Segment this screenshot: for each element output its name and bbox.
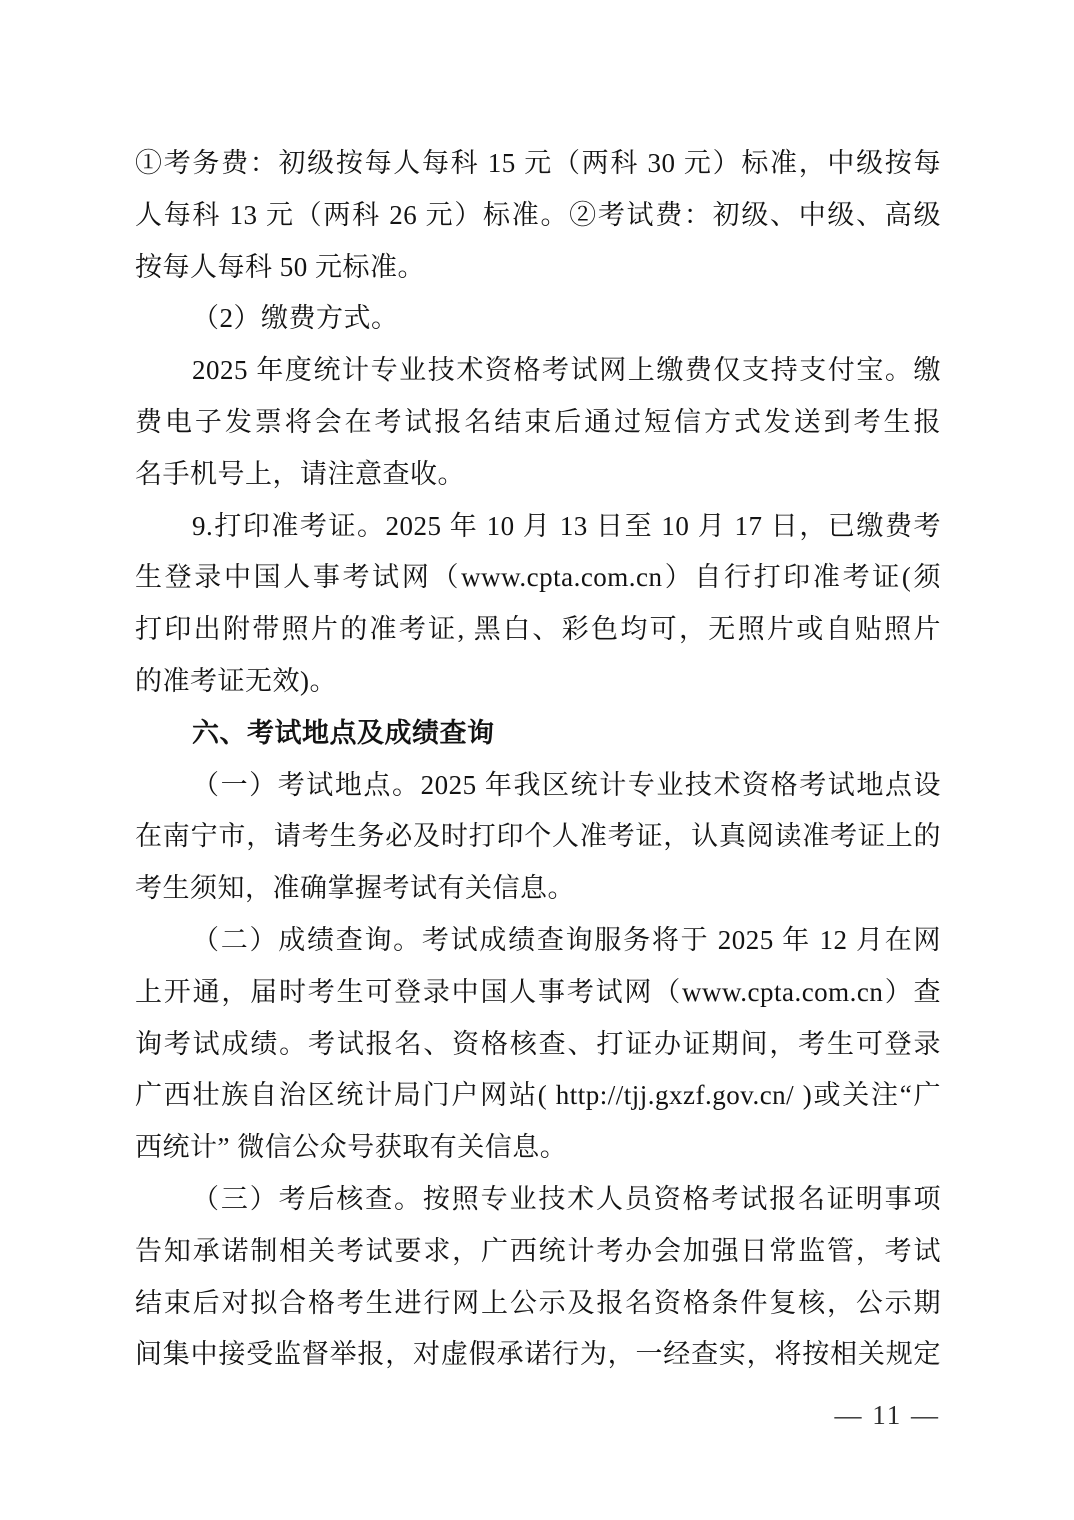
text-line: 生登录中国人事考试网（www.cpta.com.cn）自行打印准考证(须 <box>135 562 941 593</box>
text-line: 人每科 13 元（两科 26 元）标准。②考试费：初级、中级、高级 <box>135 199 941 230</box>
text-line: 名手机号上，请注意查收。 <box>135 458 465 489</box>
text-line: ①考务费：初级按每人每科 15 元（两科 30 元）标准，中级按每 <box>135 148 941 178</box>
text-line: 在南宁市，请考生务必及时打印个人准考证，认真阅读准考证上的 <box>135 821 941 852</box>
text-line: 广西壮族自治区统计局门户网站( http://tjj.gxzf.gov.cn/ )或关注“广 <box>135 1080 941 1111</box>
list-item-payment-method: （2）缴费方式。 <box>192 303 399 334</box>
text-line: 告知承诺制相关考试要求，广西统计考办会加强日常监管，考试 <box>135 1235 941 1266</box>
section-heading-exam-location-and-score-query: 六、考试地点及成绩查询 <box>192 717 495 748</box>
text-line: 结束后对拟合格考生进行网上公示及报名资格条件复核，公示期 <box>135 1287 941 1318</box>
page-number: — 11 — <box>834 1400 940 1430</box>
text-line: 按每人每科 50 元标准。 <box>135 251 425 282</box>
page-footer <box>835 1398 941 1432</box>
document-content <box>135 138 941 1381</box>
text-line: 考生须知，准确掌握考试有关信息。 <box>135 873 575 904</box>
text-line: 的准考证无效)。 <box>135 665 337 696</box>
text-line: 西统计” 微信公众号获取有关信息。 <box>135 1132 568 1163</box>
text-line: 打印出附带照片的准考证, 黑白、彩色均可，无照片或自贴照片 <box>135 614 941 645</box>
text-line: 询考试成绩。考试报名、资格核查、打证办证期间，考生可登录 <box>135 1028 941 1059</box>
subsection-score-query: （二）成绩查询。考试成绩查询服务将于 2025 年 12 月在网 <box>192 924 941 955</box>
subsection-exam-location: （一）考试地点。2025 年我区统计专业技术资格考试地点设 <box>192 769 941 800</box>
text-line: 费电子发票将会在考试报名结束后通过短信方式发送到考生报 <box>135 406 941 437</box>
text-line: 2025 年度统计专业技术资格考试网上缴费仅支持支付宝。缴 <box>192 355 941 386</box>
text-line: 上开通，届时考生可登录中国人事考试网（www.cpta.com.cn）查 <box>135 976 941 1007</box>
list-item-print-admission-ticket: 9.打印准考证。2025 年 10 月 13 日至 10 月 17 日，已缴费考 <box>192 510 941 541</box>
text-line: 间集中接受监督举报，对虚假承诺行为，一经查实，将按相关规定 <box>135 1339 941 1370</box>
subsection-post-exam-verification: （三）考后核查。按照专业技术人员资格考试报名证明事项 <box>192 1183 941 1214</box>
